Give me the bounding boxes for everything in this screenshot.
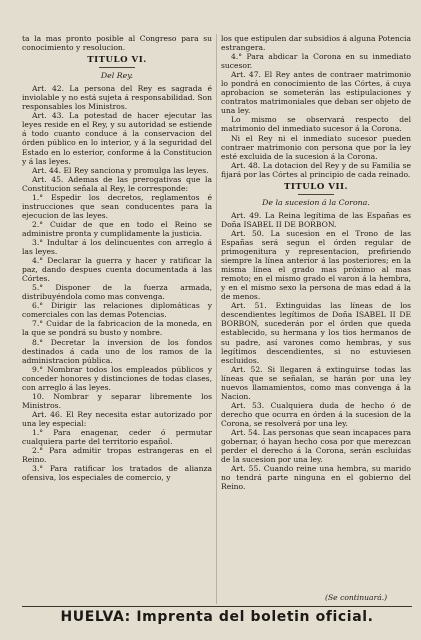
paragraph: 4.° Para abdicar la Corona en su inmediato sucesor. [221, 52, 411, 71]
paragraph: Art. 48. La dotacion del Rey y de su Familia se fijará por las Córtes al principio de cada reinado. [221, 160, 411, 179]
paragraph: Art. 43. La potestad de hacer ejecutar las leyes reside en el Rey, y su autoridad se estiende á todo cuanto conduce á la conservacion del órden público en lo interior, y á la seguridad del Estado en lo esterior, conforme á la Constitucion y á las leyes. [22, 111, 212, 166]
column-divider [216, 34, 217, 604]
paragraph: 2.° Para admitir tropas estrangeras en el Reino. [22, 446, 212, 465]
paragraph: Art. 50. La sucesion en el Trono de las Españas será segun el órden regular de primogenitura y representacion, prefiriendo siempre la línea anterior á las posteriores; en la misma línea el grado mas próximo al mas remoto; en el mismo grado el varon á la hembra, y en el mismo sexo la persona de mas edad á la de menos. [221, 228, 411, 302]
paragraph: 3.° Para ratificar los tratados de alianza ofensiva, los especiales de comercio, y [22, 464, 212, 483]
paragraph: Art. 52. Si llegaren á extinguirse todas las líneas que se señalan, se harán por una ley nuevos llamamientos, como mas convenga á la Nacion. [221, 364, 411, 401]
paragraph: 5.° Disponer de la fuerza armada, distribuyéndola como mas convenga. [22, 283, 212, 302]
paragraph: los que estipulen dar subsidios á alguna Potencia estrangera. [221, 34, 411, 53]
paragraph: 10. Nombrar y separar libremente los Ministros. [22, 391, 212, 410]
paragraph: Art. 51. Extinguidas las líneas de los descendientes legítimos de Doña ISABEL II DE BORBON, sucederán por el órden que queda establecido, su hermana y los tios hermanos de su padre, así varones como hembras, y sus legítimos descendientes, si no estuviesen escluidos. [221, 301, 411, 365]
paragraph: 1.° Para enagenar, ceder ó permutar cualquiera parte del territorio español. [22, 427, 212, 447]
paragraph: Art. 44. El Rey sanciona y promulga las leyes. [32, 165, 209, 175]
paragraph: 1.° Espedir los decretos, reglamentos é instrucciones que sean conducentes para la ejecucion de las leyes. [22, 192, 212, 220]
title-vii: TITULO VII. [283, 181, 349, 192]
paragraph: Lo mismo se observará respecto del matrimonio del inmediato sucesor á la Corona. [221, 115, 411, 134]
paragraph: 8.° Decretar la inversion de los fondos destinados á cada uno de los ramos de la administracion pública. [22, 337, 212, 365]
title-vi: TITULO VI. [87, 55, 147, 66]
heading-rule [298, 194, 334, 195]
continuation-note: (Se continuará.) [325, 593, 388, 602]
paragraph: 2.° Cuidar de que en todo el Reino se administre pronta y cumplidamente la justicia. [22, 219, 212, 238]
paragraph: 4.° Declarar la guerra y hacer y ratificar la paz, dando despues cuenta documentada á las Córtes. [22, 256, 212, 284]
paragraph: Art. 53. Cualquiera duda de hecho ó de derecho que ocurra en órden á la sucesion de la Corona, se resolverá por una ley. [221, 400, 411, 428]
paragraph: 9.° Nombrar todos los empleados públicos y conceder honores y distinciones de todas clases, con arreglo á las leyes. [22, 364, 212, 392]
paragraph: ta la mas pronto posible al Congreso para su conocimiento y resolucion. [22, 34, 212, 53]
heading-rule [99, 67, 135, 68]
left-column [22, 34, 212, 482]
paragraph: Art. 46. El Rey necesita estar autorizado por una ley especial: [22, 409, 212, 428]
subtitle-vii: De la sucesion á la Corona. [262, 197, 370, 207]
paragraph: 3.° Indultar á los delincuentes con arreglo á las leyes. [22, 237, 212, 257]
imprint-footer: HUELVA: Imprenta del boletin oficial. [22, 606, 412, 625]
paragraph: Ni el Rey ni el inmediato sucesor pueden contraer matrimonio con persona que por la ley esté excluida de la sucesion á la Corona. [221, 133, 411, 161]
paragraph: Art. 54. Las personas que sean incapaces para gobernar, ó hayan hecho cosa por que merezcan perder el derecho á la Corona, serán escluidas de la sucesion por una ley. [221, 427, 411, 465]
paragraph: Art. 42. La persona del Rey es sagrada é inviolable y no está sujeta á responsabilidad. Son responsables los Ministros. [22, 84, 212, 112]
right-column [221, 34, 411, 491]
subtitle-vi: Del Rey. [100, 71, 134, 81]
paragraph: Art. 49. La Reina legítima de las Españas es Doña ISABEL II DE BORBON. [221, 210, 411, 229]
paragraph: 7.° Cuidar de la fabricacion de la moneda, en la que se pondrá su busto y nombre. [22, 319, 212, 338]
paragraph: 6.° Dirigir las relaciones diplomáticas y comerciales con las demas Potencias. [22, 301, 212, 320]
paragraph: Art. 45. Ademas de las prerogativas que la Constitucion señala al Rey, le corresponde: [22, 174, 212, 193]
paragraph: Art. 55. Cuando reine una hembra, su marido no tendrá parte ninguna en el gobierno del Reino. [221, 464, 411, 492]
paragraph: Art. 47. El Rey antes de contraer matrimonio lo pondrá en conocimiento de las Córtes, á cuya aprobacion se someterán las estipulaciones y contratos matrimoniales que deban ser objeto de una ley. [221, 70, 411, 116]
